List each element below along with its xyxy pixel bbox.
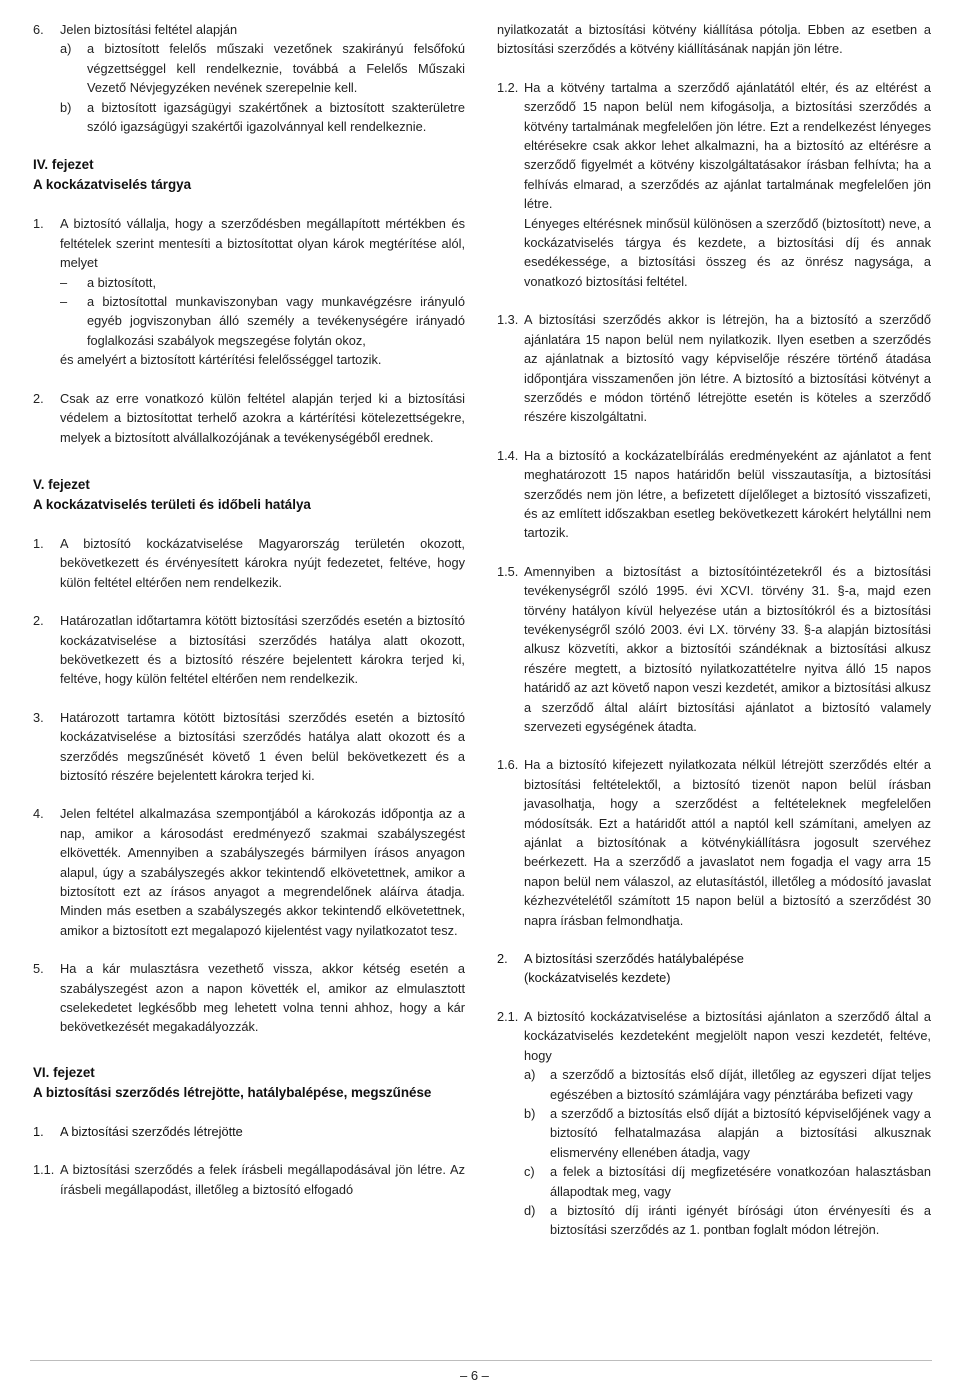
clause-number: 1.	[33, 535, 44, 551]
chapter-title: V. fejezet	[33, 476, 90, 492]
clause-number: 1.1.	[33, 1162, 55, 1178]
continued-text: nyilatkozatát a biztosítási kötvény kiállítása pótolja. Ebben az esetben a biztosítási szerződés a kötvény kiállításának napján jön létre.	[497, 22, 931, 57]
clause-1-6	[497, 755, 931, 930]
section-title-sub: (kockázatviselés kezdete)	[524, 970, 671, 986]
dash-item: a biztosított,	[87, 274, 156, 290]
clause-text: Ha a kötvény tartalma a szerződő ajánlatától eltér, és az eltérést a szerződő 15 napon belül nem kifogásolja, a biztosítási szerződés a kötvény tartalmának megfelelően jön létre. Ezt a rendelkezést lényeges eltérésekre csak akkor lehet alkalmazni, ha a biztosító az eltérésre a szerződő figyelmét a kötvény kiszolgáltatásakor írásban felhívta; ha a felhívás elmarad, a szerződés az ajánlat tartalmának megfelelően jön létre.	[524, 79, 931, 212]
subclause-text: a felek a biztosítási díj megfizetésére vonatkozóan halasztásban állapodtak meg, vagy	[550, 1164, 931, 1199]
clause-number: 6.	[33, 22, 44, 37]
clause-number: 1.	[33, 216, 44, 232]
chapter-subtitle: A kockázatviselés területi és időbeli hatálya	[33, 496, 311, 512]
subclause-label: c)	[524, 1164, 535, 1180]
clause-1-3	[497, 310, 931, 426]
clause-text: Csak az erre vonatkozó külön feltétel alapján terjed ki a biztosítási védelem a biztosítottat terhelő azokra a kártérítési kötelezettségekre, melyek a biztosított alvállalkozójának a tevékenységéből erednek.	[60, 390, 465, 445]
clause-number: 2.	[33, 390, 44, 406]
dash-item: a biztosítottal munkaviszonyban vagy munkavégzésre irányuló egyéb jogviszonyban álló személy a tevékenységére irányadó foglalkozási szabályok megszegése folytán okoz,	[87, 294, 465, 348]
dash-bullet: –	[60, 294, 68, 310]
clause-text: A biztosító vállalja, hogy a szerződésben megállapított mértékben és feltételek szerint mentesíti a biztosítottat olyan károk megtérítése alól, melyet	[60, 216, 465, 271]
chapter-6-heading	[33, 1063, 465, 1103]
subclause-label: b)	[524, 1105, 536, 1121]
clause-1-5	[497, 562, 931, 737]
clause-text: A biztosítási szerződés akkor is létrejön, ha a biztosító a szerződő ajánlatára 15 napon belül nem nyilatkozik. Ilyen esetben a szerződés az ajánlatnak a biztosító vagy képviselője részére történő átadása időpontjára visszamenően jön létre. A biztosító a biztosítási kötvényt a szerződés e módon történő létrejötte esetén is köteles a szerződő részére kiszolgáltatni.	[524, 312, 931, 425]
clause-number: 2.1.	[497, 1008, 519, 1024]
subclause-text: a szerződő a biztosítás első díját, illetőleg az egyszeri díjat teljes egészében a biztosító számlájára vagy pénztárába befizeti vagy	[550, 1067, 931, 1102]
chapter-5-heading	[33, 475, 465, 515]
clause-number: 1.4.	[497, 447, 519, 463]
clause-number: 1.2.	[497, 79, 519, 95]
clause-1-1	[33, 1160, 465, 1199]
chapter-4-clause-1	[33, 214, 465, 369]
clause-number: 3.	[33, 709, 44, 725]
clause-1-4	[497, 446, 931, 543]
clause-text: Amennyiben a biztosítást a biztosítóintézetekről és a biztosítási tevékenységről szóló 1995. évi XCVI. törvény 31. §-a, majd ezen törvény hatályon kívül helyezése után a biztosítókról és a biztosítási tevékenységről szóló 2003. évi LX. törvény 33. §-a alapján biztosítási alkusz közvetíti, akkor a biztosítói szándéknak a biztosítási alkusz részére megtett, a biztosító nyilatkozattételre nyitva álló 15 napos határidő az azt követő napon veszi kezdetét, amikor a biztosítási alkusz a szerződő által aláírt biztosítási ajánlatot a biztosító valamely szervezeti egységének átadta.	[524, 563, 931, 734]
clause-number: 5.	[33, 961, 44, 977]
subclause-text: a biztosított igazságügyi szakértőnek a biztosított szakterületre szóló igazságügyi szakértői igazolvánnyal kell rendelkeznie.	[87, 99, 465, 135]
chapter-5-clause-4	[33, 804, 465, 940]
clause-text: A biztosító kockázatviselése a biztosítási ajánlaton a szerződő által a kockázatviselés kezdeteként megjelölt napon veszi kezdetét, feltéve, hogy	[524, 1008, 931, 1063]
clause-number: 1.6.	[497, 757, 519, 773]
chapter-title: IV. fejezet	[33, 157, 94, 173]
chapter-4-clause-2	[33, 389, 465, 447]
clause-text: Jelen biztosítási feltétel alapján	[60, 22, 238, 37]
clause-text: Határozatlan időtartamra kötött biztosítási szerződés esetén a biztosító kockázatviselése a biztosítási szerződés hatálya alatt okozott, bekövetkezett és a biztosító részére bejelentett károkra terjed ki, feltéve, hogy külön feltétel eltérően nem rendelkezik.	[60, 613, 465, 687]
clause-text: Ha a kár mulasztásra vezethető vissza, akkor kétség esetén a szabályszegést azon a napon követték el, amikor az elmulasztott cselekedetet legkésőbb meg lehetett volna tenni ahhoz, hogy a kár bekövetkezését megakadályozzák.	[60, 961, 465, 1035]
section-2-title	[497, 949, 931, 988]
right-column	[497, 20, 931, 1240]
clause-number: 1.5.	[497, 563, 519, 579]
subclause-label: b)	[60, 99, 72, 115]
chapter-subtitle: A kockázatviselés tárgya	[33, 177, 192, 193]
subclause-label: a)	[524, 1067, 536, 1083]
clause-2-1	[497, 1007, 931, 1240]
chapter-subtitle: A biztosítási szerződés létrejötte, hatálybalépése, megszűnése	[33, 1084, 432, 1100]
clause-text: A biztosítási szerződés a felek írásbeli megállapodásával jön létre. Az írásbeli megállapodást, illetőleg a biztosító elfogadó	[60, 1162, 465, 1197]
subclause-text: a biztosított felelős műszaki vezetőnek szakirányú felsőfokú végzettséggel kell rendelkeznie, továbbá a Felelős Műszaki Vezető Névjegyzéken nevének szerepelnie kell.	[87, 41, 465, 96]
section-6-1-title	[33, 1122, 465, 1141]
subclause-text: a szerződő a biztosítás első díját a biztosító képviselőjének vagy a biztosító felhatalmazása alapján a biztosítási alkusznak elismervény ellenében átadja, vagy	[550, 1105, 931, 1160]
chapter-title: VI. fejezet	[33, 1064, 95, 1080]
section-number: 1.	[33, 1123, 44, 1139]
subclause-text: a biztosító díj iránti igényét bírósági úton érvényesíti és a biztosítási szerződés az 1. pontban foglalt módon létrejön.	[550, 1202, 931, 1238]
section-title: A biztosítási szerződés hatálybalépése	[524, 951, 744, 967]
clause-text: A biztosító kockázatviselése Magyarország területén okozott, bekövetkezett és érvényesített károkra nyújt fedezetet, feltéve, hogy külön feltétel eltérően nem rendelkezik.	[60, 535, 465, 590]
section-number: 2.	[497, 951, 508, 967]
page-number: – 6 –	[460, 1368, 489, 1383]
clause-1-2	[497, 78, 931, 291]
clause-6	[33, 20, 465, 136]
footer-divider	[30, 1360, 932, 1361]
clause-text: Ha a biztosító kifejezett nyilatkozata nélkül létrejött szerződés eltér a biztosítási feltételektől, a biztosító tizenöt napon belül írásban javasolhatja, hogy a szerződést a feltételeknek megfelelően módosítsák. Ezt a határidőt attól a naptól kell számítani, amelyen az ajánlat a biztosítónak a kötvénykiállításra jogosult szervéhez beérkezett. Ha a szerződő a javaslatot nem fogadja el vagy arra 15 napon belül nem válaszol, az elutasítástól, illetőleg a módosító javaslat kézhezvételétől számított 15 napon belül a biztosító a szerződést 30 napra írásban felmondhatja.	[524, 757, 931, 928]
dash-bullet: –	[60, 274, 68, 290]
chapter-5-clause-5	[33, 959, 465, 1037]
subclause-label: d)	[524, 1202, 536, 1218]
clause-text: Határozott tartamra kötött biztosítási szerződés esetén a biztosító kockázatviselése a biztosítási szerződés hatálya alatt okozott és a szerződés megszűnését követő 1 éven belül bekövetkezett és a biztosító részére bejelentett károkra terjed ki.	[60, 709, 465, 783]
clause-text: Ha a biztosító a kockázatelbírálás eredményeként az ajánlatot a fent meghatározott 15 napos határidőn belül visszautasítja, a biztosítási szerződés nem jön létre, a befizetett díjelőleget a biztosító visszafizeti, és az említett időszakban esetleg bekövetkezett károkért helytállni nem tartozik.	[524, 447, 931, 541]
subclause-label: a)	[60, 41, 72, 57]
clause-tail: és amelyért a biztosított kártérítési felelősséggel tartozik.	[60, 352, 382, 368]
chapter-5-clause-2	[33, 611, 465, 689]
section-title: A biztosítási szerződés létrejötte	[60, 1123, 243, 1139]
clause-text: Jelen feltétel alkalmazása szempontjából a károkozás időpontja az a nap, amikor a károsodást eredményező szakmai szabályszegést elkövették. Amennyiben a szabályszegés bármilyen írásos anyagon alapul, úgy a szabályszegés akkor tekintendő elkövetettnek, amikor a biztosított ezt az írásos anyagot a megrendelőnek aláírva átadja. Minden más esetben a szabályszegés akkor tekintendő elkövetettnek, amikor a biztosított ezt megalapozó kijelentést vagy nyilatkozatot tesz.	[60, 806, 465, 938]
clause-number: 2.	[33, 613, 44, 629]
chapter-4-heading	[33, 155, 465, 195]
chapter-5-clause-3	[33, 708, 465, 786]
left-column	[33, 20, 465, 1199]
chapter-5-clause-1	[33, 534, 465, 592]
clause-number: 4.	[33, 806, 44, 822]
clause-text: Lényeges eltérésnek minősül különösen a szerződő (biztosított) neve, a kockázatviselés tárgya és kezdete, a biztosítási díj és annak esedékessége, a biztosítási összeg és az önrész nagysága, a vonatkozó biztosítási feltétel.	[524, 215, 931, 289]
clause-number: 1.3.	[497, 312, 519, 328]
